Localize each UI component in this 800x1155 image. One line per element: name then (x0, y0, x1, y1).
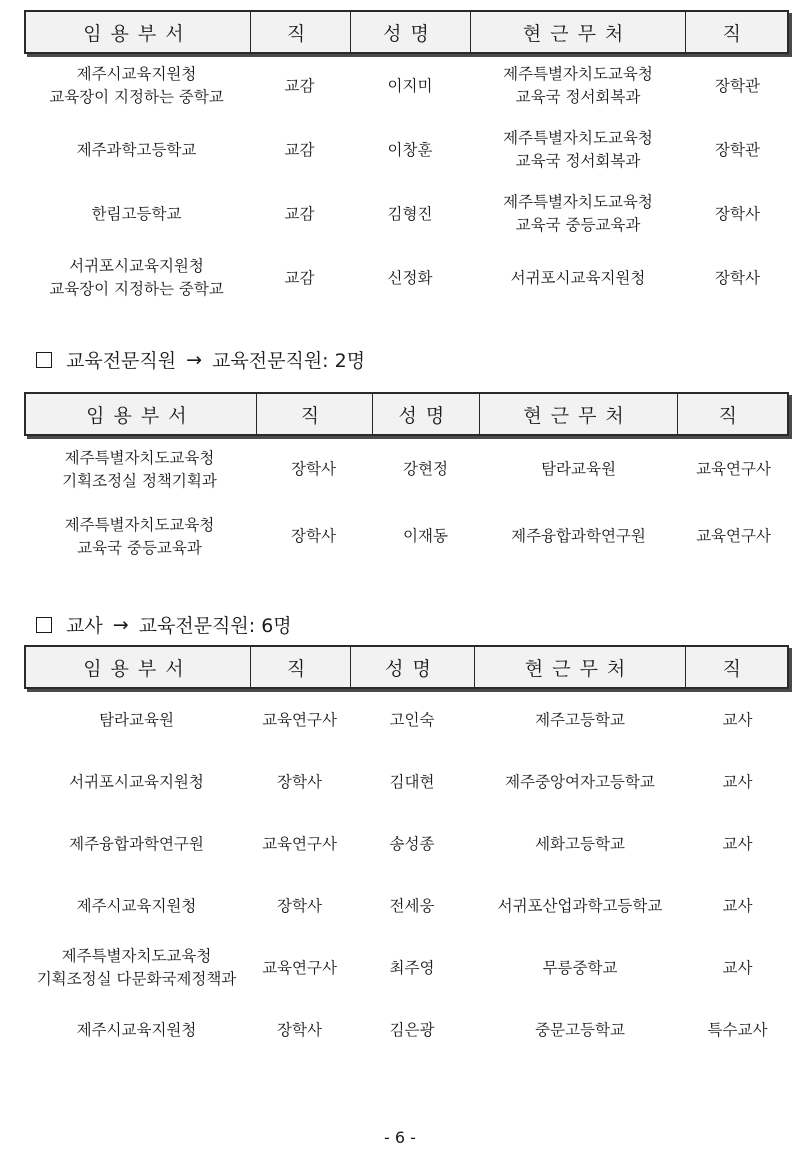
cell-line: 제주과학고등학교 (76, 140, 197, 159)
cell-name: 김대현 (389, 772, 435, 791)
section-title-from: 교사 (66, 615, 103, 637)
cell-line: 제주중앙여자고등학교 (505, 772, 655, 791)
cell-position: 장학사 (291, 527, 336, 545)
cell-current-workplace (470, 182, 686, 246)
header-name: 성명 (372, 394, 478, 434)
cell-current-position: 장학사 (715, 268, 760, 287)
cell-position: 교감 (284, 204, 315, 223)
cell-name: 김형진 (387, 204, 433, 223)
cell-appointing-dept (24, 118, 249, 182)
cell-name: 전세웅 (389, 896, 435, 915)
cell-current-position: 교사 (722, 834, 753, 853)
cell-current-position: 교육연구사 (696, 527, 771, 545)
cell-current-position: 교사 (722, 896, 753, 915)
cell-current-workplace (479, 503, 678, 570)
cell-line: 탐라교육원 (99, 710, 174, 729)
cell-appointing-dept (24, 246, 249, 310)
cell-line: 한림고등학교 (91, 204, 182, 223)
cell-appointing-dept (24, 751, 249, 813)
cell-position: 장학사 (277, 896, 322, 915)
cell-appointing-dept (24, 182, 249, 246)
header-position: 직 (250, 647, 350, 687)
cell-line: 제주특별자치도교육청 (64, 448, 215, 467)
table-row (24, 436, 789, 503)
header-appointing-dept: 임용부서 (83, 657, 193, 680)
cell-line: 기획조정실 정책기획과 (62, 471, 217, 490)
table-header (24, 645, 789, 689)
cell-appointing-dept (24, 999, 249, 1061)
header-current-workplace: 현근무처 (479, 394, 677, 434)
appointment-table-2 (24, 392, 789, 570)
cell-current-position: 장학사 (715, 204, 760, 223)
table-row (24, 937, 789, 999)
cell-name: 송성종 (389, 834, 435, 853)
checkbox-square-icon (36, 617, 52, 633)
section-title-2 (36, 346, 365, 373)
header-current-workplace: 현근무처 (470, 12, 685, 52)
table-header (24, 10, 789, 54)
cell-current-workplace (470, 246, 686, 310)
appointment-table-3 (24, 645, 789, 1061)
cell-name: 이창훈 (387, 140, 433, 159)
table-row (24, 118, 789, 182)
header-name: 성명 (350, 647, 473, 687)
cell-line: 제주고등학교 (535, 710, 625, 729)
cell-current-workplace (470, 118, 686, 182)
cell-line: 서귀포시교육지원청 (69, 257, 204, 275)
cell-line: 교육장이 지정하는 중학교 (49, 280, 224, 298)
cell-appointing-dept (24, 875, 249, 937)
cell-line: 제주시교육지원청 (76, 65, 197, 83)
cell-appointing-dept (24, 813, 249, 875)
cell-name: 이재동 (403, 527, 448, 545)
cell-line: 교육국 정서회복과 (515, 152, 641, 170)
cell-line: 교육국 중등교육과 (77, 538, 202, 557)
cell-current-workplace (474, 999, 686, 1061)
cell-current-workplace (474, 813, 686, 875)
cell-line: 제주특별자치도교육청 (503, 193, 653, 211)
cell-name: 김은광 (389, 1020, 435, 1039)
header-position: 직 (256, 394, 372, 434)
cell-line: 교육장이 지정하는 중학교 (49, 88, 224, 106)
cell-current-workplace (474, 937, 686, 999)
cell-current-workplace (470, 54, 686, 118)
cell-line: 제주시교육지원청 (76, 896, 197, 915)
table-body (24, 689, 789, 1061)
header-appointing-dept: 임용부서 (86, 404, 196, 427)
cell-appointing-dept (24, 689, 249, 751)
cell-position: 장학사 (277, 772, 322, 791)
cell-current-position: 특수교사 (707, 1020, 768, 1039)
table-row (24, 182, 789, 246)
cell-name: 고인숙 (389, 710, 435, 729)
right-arrow-icon: → (186, 348, 203, 371)
cell-line: 서귀포시교육지원청 (69, 772, 204, 791)
cell-line: 제주특별자치도교육청 (503, 129, 653, 147)
table-body (24, 54, 789, 310)
cell-name: 이지미 (387, 76, 433, 95)
cell-current-position: 교육연구사 (696, 460, 771, 478)
section-title-to: 교육전문직원: 2명 (212, 350, 366, 372)
cell-line: 탐라교육원 (541, 460, 616, 478)
right-arrow-icon: → (112, 613, 129, 636)
header-appointing-dept: 임용부서 (83, 22, 193, 45)
header-name: 성명 (350, 12, 469, 52)
cell-line: 제주특별자치도교육청 (503, 65, 653, 83)
cell-current-position: 교사 (722, 958, 753, 977)
cell-position: 장학사 (277, 1020, 322, 1039)
section-title-from: 교육전문직원 (66, 350, 177, 372)
table-row (24, 999, 789, 1061)
cell-appointing-dept (24, 436, 255, 503)
appointment-table-1 (24, 10, 789, 310)
cell-line: 제주특별자치도교육청 (64, 515, 215, 534)
header-current-workplace: 현근무처 (474, 647, 685, 687)
cell-line: 중문고등학교 (535, 1020, 625, 1039)
cell-line: 기획조정실 다문화국제정책과 (36, 970, 237, 988)
cell-position: 교감 (284, 268, 315, 287)
table-row (24, 875, 789, 937)
cell-position: 교육연구사 (262, 710, 337, 729)
cell-current-workplace (474, 875, 686, 937)
cell-current-position: 교사 (722, 772, 753, 791)
cell-appointing-dept (24, 503, 255, 570)
cell-appointing-dept (24, 937, 249, 999)
cell-line: 제주시교육지원청 (76, 1020, 197, 1039)
cell-current-position: 장학관 (715, 140, 760, 159)
cell-current-workplace (474, 689, 686, 751)
cell-line: 서귀포시교육지원청 (510, 268, 646, 287)
table-row (24, 54, 789, 118)
cell-position: 교육연구사 (262, 958, 337, 977)
cell-current-position: 장학관 (715, 76, 760, 95)
cell-line: 제주융합과학연구원 (69, 834, 204, 853)
cell-name: 강현정 (403, 460, 448, 478)
cell-appointing-dept (24, 54, 249, 118)
table-row (24, 503, 789, 570)
table-row (24, 813, 789, 875)
table-row (24, 689, 789, 751)
cell-name: 신정화 (387, 268, 433, 287)
table-row (24, 751, 789, 813)
section-title-3 (36, 611, 292, 638)
page-number: - 6 - (384, 1128, 416, 1147)
header-current-position: 직 (677, 394, 787, 434)
header-current-position: 직 (685, 647, 787, 687)
table-header (24, 392, 789, 436)
cell-name: 최주영 (389, 958, 435, 977)
cell-line: 서귀포산업과학고등학교 (497, 896, 663, 915)
cell-line: 무릉중학교 (542, 958, 618, 977)
cell-line: 교육국 정서회복과 (515, 88, 641, 106)
cell-position: 교감 (284, 76, 315, 95)
cell-line: 세화고등학교 (535, 834, 625, 853)
cell-position: 교육연구사 (262, 834, 337, 853)
header-current-position: 직 (685, 12, 787, 52)
cell-current-workplace (479, 436, 678, 503)
cell-current-workplace (474, 751, 686, 813)
table-row (24, 246, 789, 310)
header-position: 직 (250, 12, 350, 52)
cell-position: 장학사 (291, 460, 336, 478)
checkbox-square-icon (36, 352, 52, 368)
cell-line: 교육국 중등교육과 (515, 216, 641, 234)
section-title-to: 교육전문직원: 6명 (138, 615, 292, 637)
table-body (24, 436, 789, 570)
cell-line: 제주융합과학연구원 (511, 527, 646, 545)
cell-line: 제주특별자치도교육청 (61, 947, 212, 965)
cell-position: 교감 (284, 140, 315, 159)
cell-current-position: 교사 (722, 710, 753, 729)
